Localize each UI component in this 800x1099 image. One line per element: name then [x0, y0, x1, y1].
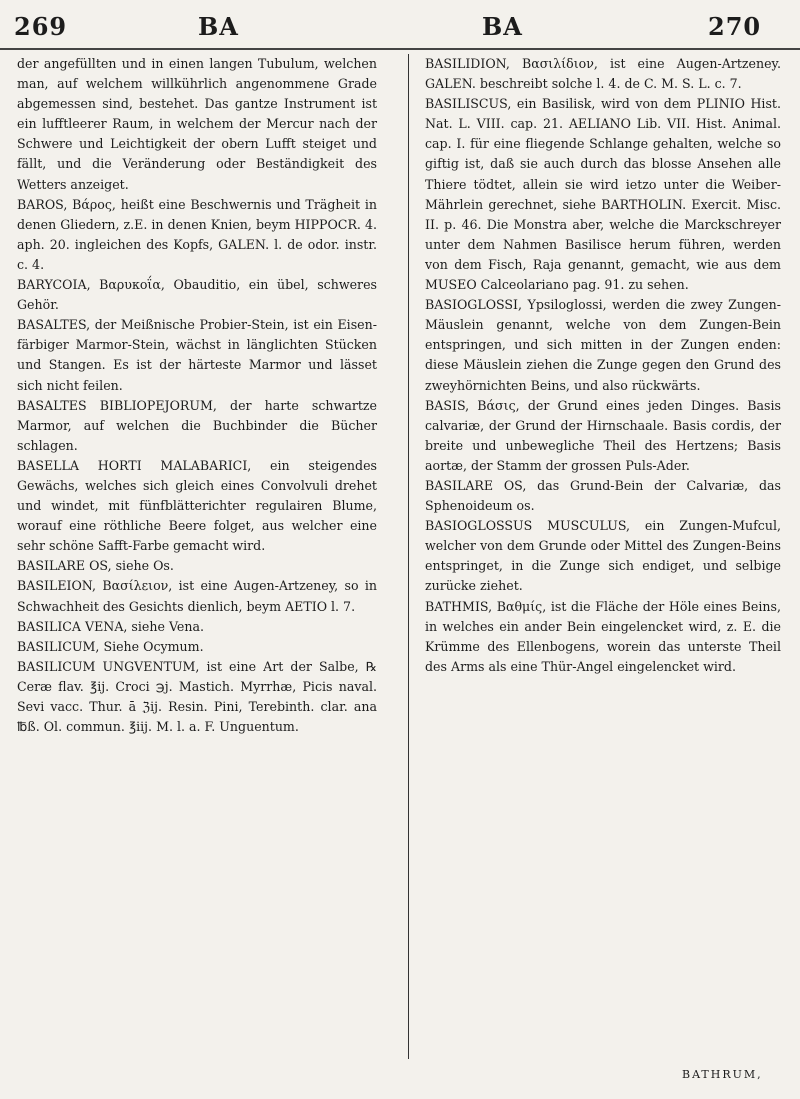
entry-basioglossi: BASIOGLOSSI, Ypsiloglossi, werden die zwey Zungen-Mäuslein genannt, welche von dem Zungen-Bein entspringen, und sich mitten in der Zungen enden: diese Mäuslein ziehen die Zunge gegen den Grund des zweyhörnichten Beins, und also rückwärts. — [425, 297, 781, 393]
page-number-right: 270 — [708, 12, 762, 41]
entry-basileion: BASILEION, Βασίλειον, ist eine Augen-Artzeney, so in Schwachheit des Gesichts dienlich, beym AETIO l. 7. — [17, 578, 377, 614]
entry-basilicum: BASILICUM, Siehe Ocymum. — [17, 638, 204, 654]
running-header — [0, 8, 800, 48]
running-head-right: BA — [482, 12, 523, 41]
right-column — [425, 54, 781, 677]
entry-bathmis: BATHMIS, Βαθμίς, ist die Fläche der Höle eines Beins, in welches ein ander Bein eingelencket wird, z. E. die Krümme des Ellenbogens, worein das unterste Theil des Arms als eine Thür-Angel eingelencket wird. — [425, 598, 781, 674]
entry-basiliscus: BASILISCUS, ein Basilisk, wird von dem PLINIO Hist. Nat. L. VIII. cap. 21. AELIANO Lib. VII. Hist. Animal. cap. I. für eine fliegende Schlange gehalten, welche so giftig ist, daß sie auch durch das blosse Ansehen alle Thiere tödtet, allein sie wird ietzo unter die Weiber-Mährlein gerechnet, siehe BARTHOLIN. Exercit. Misc. II. p. 46. Die Monstra aber, welche die Marckschreyer unter dem Nahmen Basilisce herum führen, werden von dem Fisch, Raja genannt, gemacht, wie aus dem MUSEO Calceolariano pag. 91. zu sehen. — [425, 96, 781, 293]
page-number-left: 269 — [14, 12, 68, 41]
entry-barycoia: BARYCOIA, Βαρυκοΐα, Obauditio, ein übel, schweres Gehör. — [17, 277, 377, 313]
entry-basaltes: BASALTES, der Meißnische Probier-Stein, ist ein Eisen-färbiger Marmor-Stein, wächst in länglichten Stücken und Stangen. Es ist der härteste Marmor und lässet sich nicht feilen. — [17, 317, 377, 393]
catchword: BATHRUM, — [682, 1068, 763, 1081]
column-divider — [408, 54, 409, 1059]
entry-basis: BASIS, Βάσις, der Grund eines jeden Dinges. Basis calvariæ, der Grund der Hirnschaale. Basis cordis, der breite und unbewegliche Theil des Hertzens; Basis aortæ, der Stamm der grossen Puls-Ader. — [425, 397, 781, 473]
entry-basilare-os: BASILARE OS, siehe Os. — [17, 558, 174, 574]
entry-basella: BASELLA HORTI MALABARICI, ein steigendes Gewächs, welches sich gleich eines Convolvuli drehet und windet, mit fünfblätterichter regulairen Blume, worauf eine röthliche Beere folget, aus welcher eine sehr schöne Safft-Farbe gemacht wird. — [17, 457, 377, 554]
entry-barometer-cont: der angefüllten und in einen langen Tubulum, welchen man, auf welchem willkührlich angenommene Grade abgemessen sind, bestehet. Das gantze Instrument ist ein lufftleerer Raum, in welchem der Mercur nach der Schwere und Leichtigkeit der obern Lufft steiget und fällt, und die Veränderung oder Beständigkeit des Wetters anzeiget. — [17, 56, 377, 192]
entry-basilica-vena: BASILICA VENA, siehe Vena. — [17, 618, 204, 634]
entry-basilidion: BASILIDION, Βασιλίδιον, ist eine Augen-Artzeney. GALEN. beschreibt solche l. 4. de C. M. S. L. c. 7. — [425, 56, 781, 92]
entry-basioglossus-musculus: BASIOGLOSSUS MUSCULUS, ein Zungen-Mufcul, welcher von dem Grunde oder Mittel des Zungen-Beins entspringet, in die Zunge sich endiget, und selbige zurücke ziehet. — [425, 518, 781, 594]
entry-basaltes-bibliopejorum: BASALTES BIBLIOPEJORUM, der harte schwartze Marmor, auf welchen die Buchbinder die Bücher schlagen. — [17, 397, 377, 453]
left-column — [17, 54, 377, 737]
header-rule — [0, 48, 800, 50]
entry-basilare-os-2: BASILARE OS, das Grund-Bein der Calvariæ, das Sphenoideum os. — [425, 477, 781, 514]
entry-basilicum-ungventum: BASILICUM UNGVENTUM, ist eine Art der Salbe, ℞ Ceræ flav. ℥ij. Croci ℈j. Mastich. Myrrhæ, Picis naval. Sevi vacc. Thur. ā ℨij. Resin. Pini, Terebinth. clar. ana ℔ß. Ol. commun. ℥iij. M. l. a. F. Unguentum. — [17, 658, 377, 735]
running-head-left: BA — [198, 12, 239, 41]
entry-baros: BAROS, Βάρος, heißt eine Beschwernis und Trägheit in denen Gliedern, z.E. in denen Knien, beym HIPPOCR. 4. aph. 20. ingleichen des Kopfs, GALEN. l. de odor. instr. c. 4. — [17, 196, 377, 272]
